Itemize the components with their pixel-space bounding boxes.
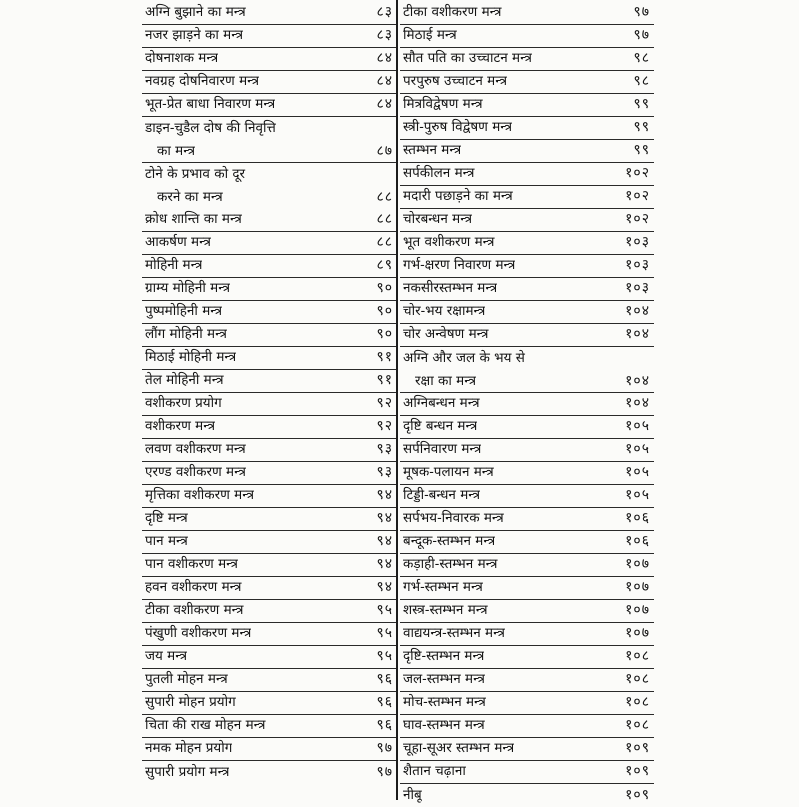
toc-entry-title: बन्दूक-स्तम्भन मन्त्र <box>403 533 496 549</box>
toc-entry-page-number: ९४ <box>376 579 393 595</box>
toc-entry-title: पंखुणी वशीकरण मन्त्र <box>145 625 252 641</box>
toc-entry <box>142 554 397 577</box>
toc-entry-page-number: १०३ <box>625 280 650 296</box>
toc-entry <box>142 646 397 669</box>
toc-entry-page-number: १०४ <box>625 303 650 319</box>
toc-entry <box>400 48 654 71</box>
toc-entry-page-number: १०९ <box>625 763 650 779</box>
toc-entry-title: मूषक-पलायन मन्त्र <box>403 464 494 480</box>
toc-entry-title: लौंग मोहिनी मन्त्र <box>145 326 227 342</box>
toc-left-column <box>142 2 397 784</box>
toc-entry-page-number: ९९ <box>633 96 650 112</box>
toc-entry-page-number: १०७ <box>625 602 650 618</box>
toc-entry <box>400 485 654 508</box>
toc-entry <box>142 485 397 508</box>
toc-entry-page-number: ९० <box>376 303 393 319</box>
toc-entry-title: नमक मोहन प्रयोग <box>145 740 233 756</box>
toc-entry-title: पुतली मोहन मन्त्र <box>145 671 228 687</box>
toc-entry-title: क्रोध शान्ति का मन्त्र <box>145 211 242 227</box>
toc-entry-page-number: ९० <box>376 326 393 342</box>
toc-entry-title: टोने के प्रभाव को दूर <box>145 166 246 182</box>
toc-entry-title: एरण्ड वशीकरण मन्त्र <box>145 464 246 480</box>
toc-entry-title: गर्भ-स्तम्भन मन्त्र <box>403 579 483 595</box>
toc-entry <box>400 71 654 94</box>
toc-entry-page-number: ९० <box>376 280 393 296</box>
toc-entry-page-number: ९४ <box>376 556 393 572</box>
toc-entry-page-number: १०५ <box>625 441 650 457</box>
toc-entry-title-continued: करने का मन्त्र <box>157 189 223 205</box>
toc-entry <box>142 462 397 485</box>
toc-entry-page-number: १०४ <box>625 326 650 342</box>
toc-entry <box>142 669 397 692</box>
toc-entry <box>400 25 654 48</box>
toc-entry-title-continued: का मन्त्र <box>157 143 196 159</box>
toc-entry <box>142 232 397 255</box>
toc-entry-title: पान मन्त्र <box>145 533 188 549</box>
toc-entry-page-number: १०५ <box>625 464 650 480</box>
toc-entry-page-number: ९६ <box>376 717 393 733</box>
toc-entry <box>142 761 397 784</box>
toc-entry-page-number: १०७ <box>625 625 650 641</box>
toc-entry-title: मित्रविद्वेषण मन्त्र <box>403 96 483 112</box>
toc-entry-page-number: ८७ <box>376 143 393 159</box>
toc-entry-title: नीबू <box>403 787 422 803</box>
toc-entry-title: अग्नि बुझाने का मन्त्र <box>145 4 246 20</box>
toc-entry-page-number: १०७ <box>625 556 650 572</box>
toc-entry <box>142 738 397 761</box>
toc-entry-page-number: १०९ <box>625 787 650 803</box>
toc-entry <box>400 278 654 301</box>
toc-entry-page-number: ९४ <box>376 487 393 503</box>
toc-entry-page-number: १०५ <box>625 418 650 434</box>
toc-entry <box>400 186 654 209</box>
toc-entry <box>400 2 654 25</box>
toc-entry-page-number: १०४ <box>625 395 650 411</box>
toc-entry-title-continued: रक्षा का मन्त्र <box>415 373 477 389</box>
toc-entry <box>400 554 654 577</box>
toc-entry <box>400 715 654 738</box>
toc-entry <box>400 761 654 784</box>
toc-entry <box>400 692 654 715</box>
toc-entry <box>142 439 397 462</box>
toc-entry-page-number: १०४ <box>625 373 650 389</box>
toc-entry-title: नकसीरस्तम्भन मन्त्र <box>403 280 498 296</box>
toc-entry-title: चिता की राख मोहन मन्त्र <box>145 717 266 733</box>
toc-entry-page-number: १०२ <box>625 165 650 181</box>
toc-right-column <box>400 2 654 807</box>
toc-entry-page-number: ९५ <box>376 625 393 641</box>
toc-entry-page-number: १०९ <box>625 740 650 756</box>
toc-entry-title: चोर अन्वेषण मन्त्र <box>403 326 489 342</box>
toc-entry <box>142 25 397 48</box>
toc-entry-title: तेल मोहिनी मन्त्र <box>145 372 224 388</box>
toc-entry-page-number: ९५ <box>376 648 393 664</box>
toc-entry-title: चूहा-सूअर स्तम्भन मन्त्र <box>403 740 515 756</box>
toc-entry <box>142 117 397 163</box>
toc-entry-page-number: ८४ <box>376 96 393 112</box>
toc-entry-title: मृत्तिका वशीकरण मन्त्र <box>145 487 255 503</box>
toc-entry-page-number: ९१ <box>376 349 393 365</box>
toc-entry-page-number: ९८ <box>633 50 650 66</box>
toc-entry <box>400 577 654 600</box>
toc-entry-title: घाव-स्तम्भन मन्त्र <box>403 717 485 733</box>
toc-entry-title: टीका वशीकरण मन्त्र <box>403 4 502 20</box>
toc-entry-page-number: १०३ <box>625 257 650 273</box>
toc-entry-page-number: ९७ <box>376 764 393 780</box>
toc-entry <box>142 370 397 393</box>
toc-entry-page-number: ८९ <box>376 257 393 273</box>
toc-entry-title: सर्पनिवारण मन्त्र <box>403 441 482 457</box>
toc-entry-page-number: ९६ <box>376 694 393 710</box>
toc-entry <box>142 531 397 554</box>
toc-entry <box>400 600 654 623</box>
toc-entry-title: सुपारी प्रयोग मन्त्र <box>145 764 230 780</box>
toc-entry <box>400 669 654 692</box>
toc-entry <box>142 278 397 301</box>
toc-entry-title: जय मन्त्र <box>145 648 188 664</box>
toc-entry-title: अग्नि और जल के भय से <box>403 350 525 366</box>
toc-entry-title: मोच-स्तम्भन मन्त्र <box>403 694 486 710</box>
toc-entry-title: पान वशीकरण मन्त्र <box>145 556 238 572</box>
toc-entry <box>400 416 654 439</box>
toc-entry-page-number: ९३ <box>376 441 393 457</box>
toc-entry <box>400 117 654 140</box>
toc-entry <box>142 692 397 715</box>
toc-entry-page-number: ९४ <box>376 533 393 549</box>
toc-entry-page-number: १०६ <box>625 533 650 549</box>
toc-entry <box>142 416 397 439</box>
toc-entry-title: स्त्री-पुरुष विद्वेषण मन्त्र <box>403 119 513 135</box>
toc-entry <box>400 140 654 163</box>
toc-entry <box>142 324 397 347</box>
toc-entry-title: मिठाई मन्त्र <box>403 27 457 43</box>
toc-entry-page-number: १०८ <box>625 717 650 733</box>
toc-entry <box>400 324 654 347</box>
toc-entry-title: शैतान चढ़ाना <box>403 763 466 779</box>
toc-entry-page-number: ९७ <box>376 740 393 756</box>
toc-entry-page-number: ९७ <box>633 4 650 20</box>
toc-entry-title: दृष्टि बन्धन मन्त्र <box>403 418 478 434</box>
toc-entry-page-number: ९२ <box>376 395 393 411</box>
toc-entry-title: आकर्षण मन्त्र <box>145 234 211 250</box>
toc-entry-page-number: १०२ <box>625 188 650 204</box>
toc-entry <box>400 531 654 554</box>
toc-entry-page-number: ९९ <box>633 142 650 158</box>
toc-entry-page-number: ९६ <box>376 671 393 687</box>
toc-entry-title: चोर-भय रक्षामन्त्र <box>403 303 486 319</box>
toc-entry-title: कड़ाही-स्तम्भन मन्त्र <box>403 556 498 572</box>
toc-entry-title: दृष्टि मन्त्र <box>145 510 188 526</box>
toc-entry <box>142 393 397 416</box>
toc-entry-page-number: ८३ <box>376 4 393 20</box>
toc-entry-title: शस्त्र-स्तम्भन मन्त्र <box>403 602 488 618</box>
toc-entry-title: जल-स्तम्भन मन्त्र <box>403 671 485 687</box>
toc-entry <box>142 255 397 278</box>
toc-entry-title: भूत-प्रेत बाधा निवारण मन्त्र <box>145 96 276 112</box>
toc-entry <box>142 48 397 71</box>
toc-entry <box>400 439 654 462</box>
toc-entry <box>142 623 397 646</box>
toc-entry <box>142 163 397 209</box>
toc-entry <box>142 347 397 370</box>
toc-entry-page-number: ८८ <box>376 189 393 205</box>
toc-entry-page-number: १०२ <box>625 211 650 227</box>
toc-entry-title: परपुरुष उच्चाटन मन्त्र <box>403 73 508 89</box>
toc-entry <box>400 232 654 255</box>
toc-entry <box>142 94 397 117</box>
toc-entry-title: वाद्ययन्त्र-स्तम्भन मन्त्र <box>403 625 505 641</box>
toc-entry-title: सर्पकीलन मन्त्र <box>403 165 475 181</box>
toc-entry-page-number: १०५ <box>625 487 650 503</box>
toc-entry-page-number: ९९ <box>633 119 650 135</box>
toc-entry <box>142 715 397 738</box>
toc-entry-title: नजर झाड़ने का मन्त्र <box>145 27 244 43</box>
toc-entry-title: सर्पभय-निवारक मन्त्र <box>403 510 504 526</box>
toc-entry-page-number: ८४ <box>376 73 393 89</box>
toc-entry <box>400 646 654 669</box>
toc-entry <box>400 301 654 324</box>
toc-entry-page-number: ९३ <box>376 464 393 480</box>
toc-entry-page-number: ८३ <box>376 27 393 43</box>
toc-entry-title: वशीकरण प्रयोग <box>145 395 222 411</box>
toc-entry-title: लवण वशीकरण मन्त्र <box>145 441 246 457</box>
toc-entry-title: स्तम्भन मन्त्र <box>403 142 462 158</box>
toc-entry <box>142 508 397 531</box>
toc-entry-page-number: ९२ <box>376 418 393 434</box>
toc-entry-title: भूत वशीकरण मन्त्र <box>403 234 495 250</box>
toc-entry-page-number: ९८ <box>633 73 650 89</box>
toc-entry-title: अग्निबन्धन मन्त्र <box>403 395 480 411</box>
toc-entry-title: ग्राम्य मोहिनी मन्त्र <box>145 280 231 296</box>
toc-entry <box>142 2 397 25</box>
toc-entry <box>400 163 654 186</box>
toc-entry <box>400 784 654 807</box>
toc-entry-page-number: ९५ <box>376 602 393 618</box>
toc-entry-page-number: १०८ <box>625 671 650 687</box>
toc-entry <box>142 577 397 600</box>
toc-entry <box>142 209 397 232</box>
toc-entry-page-number: १०८ <box>625 648 650 664</box>
toc-entry-title: वशीकरण मन्त्र <box>145 418 216 434</box>
toc-entry-page-number: ८८ <box>376 234 393 250</box>
toc-entry-page-number: १०८ <box>625 694 650 710</box>
toc-entry-page-number: १०६ <box>625 510 650 526</box>
toc-entry <box>400 508 654 531</box>
toc-entry-title: चोरबन्धन मन्त्र <box>403 211 473 227</box>
toc-entry <box>400 738 654 761</box>
toc-entry <box>400 393 654 416</box>
toc-entry-title: मदारी पछाड़ने का मन्त्र <box>403 188 513 204</box>
toc-entry-title: गर्भ-क्षरण निवारण मन्त्र <box>403 257 516 273</box>
toc-entry-title: मोहिनी मन्त्र <box>145 257 203 273</box>
toc-entry-page-number: ८८ <box>376 211 393 227</box>
toc-entry-page-number: १०७ <box>625 579 650 595</box>
toc-entry-title: पुष्पमोहिनी मन्त्र <box>145 303 223 319</box>
toc-entry <box>400 255 654 278</box>
toc-entry-title: सुपारी मोहन प्रयोग <box>145 694 236 710</box>
toc-entry-page-number: ९७ <box>633 27 650 43</box>
toc-entry-title: नवग्रह दोषनिवारण मन्त्र <box>145 73 260 89</box>
toc-entry-page-number: १०३ <box>625 234 650 250</box>
toc-entry-title: टीका वशीकरण मन्त्र <box>145 602 244 618</box>
toc-entry-title: हवन वशीकरण मन्त्र <box>145 579 242 595</box>
toc-entry <box>142 301 397 324</box>
toc-entry-page-number: ९१ <box>376 372 393 388</box>
toc-entry <box>400 623 654 646</box>
toc-entry <box>142 71 397 94</box>
toc-entry-title: मिठाई मोहिनी मन्त्र <box>145 349 237 365</box>
toc-entry <box>400 209 654 232</box>
toc-entry <box>400 462 654 485</box>
toc-entry <box>400 94 654 117</box>
column-divider <box>396 0 398 800</box>
toc-entry <box>400 347 654 393</box>
toc-entry-title: डाइन-चुडैल दोष की निवृत्ति <box>145 120 276 136</box>
toc-entry-page-number: ९४ <box>376 510 393 526</box>
toc-entry-title: दोषनाशक मन्त्र <box>145 50 219 66</box>
toc-entry <box>142 600 397 623</box>
toc-entry-page-number: ८४ <box>376 50 393 66</box>
toc-entry-title: दृष्टि-स्तम्भन मन्त्र <box>403 648 485 664</box>
toc-entry-title: सौत पति का उच्चाटन मन्त्र <box>403 50 532 66</box>
toc-entry-title: टिड्डी-बन्धन मन्त्र <box>403 487 481 503</box>
